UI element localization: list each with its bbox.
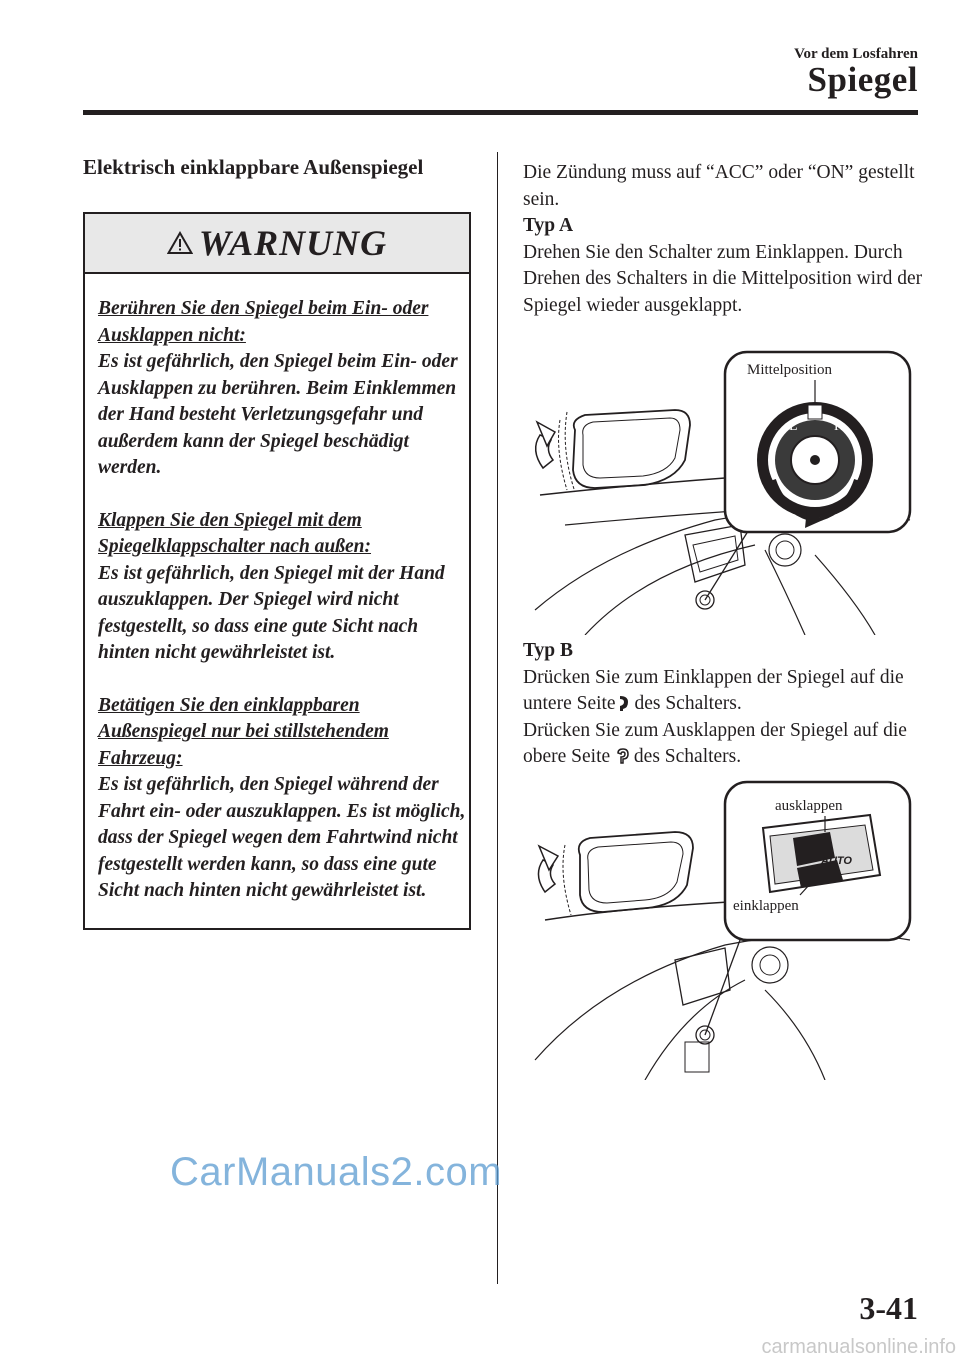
typ-b-text-fold	[523, 665, 923, 718]
figure-label-ausklappen: ausklappen	[775, 798, 843, 814]
typ-a-label: Typ A	[523, 215, 574, 236]
warning-box	[83, 212, 471, 930]
warning-block	[98, 296, 469, 482]
mirror-fold-icon	[616, 694, 630, 712]
figure-typ-b	[525, 780, 915, 1080]
figure-label-einklappen: einklappen	[733, 898, 799, 914]
warning-block	[98, 693, 469, 905]
section-header: Vor dem Losfahren	[794, 46, 918, 62]
switch-auto-label: AUTO	[821, 855, 852, 867]
footer-site-link[interactable]: carmanualsonline.info	[761, 1336, 956, 1358]
column-divider	[497, 152, 498, 1284]
typ-b-text-unfold-end: des Schalters.	[633, 746, 742, 767]
mirror-unfold-icon	[615, 747, 629, 765]
typ-b-label: Typ B	[523, 640, 574, 661]
figure-label-mittelposition: Mittelposition	[747, 362, 833, 378]
warning-text: Es ist gefährlich, den Spiegel mit der Hand auszuklappen. Der Spiegel wird nicht festgestellt, so dass eine gute Sicht nach hinten nicht gewährleistet ist.	[98, 562, 445, 663]
typ-b-section	[523, 638, 923, 771]
warning-triangle-icon	[167, 231, 193, 255]
right-column	[523, 160, 923, 319]
typ-b-text-fold-start: Drücken Sie zum Einklappen der Spiegel auf die untere Seite	[523, 666, 904, 714]
knob-label-l: L	[789, 419, 798, 434]
page-title: Spiegel	[807, 60, 918, 99]
typ-b-text-unfold	[523, 718, 923, 771]
typ-b-text-fold-end: des Schalters.	[634, 693, 742, 714]
warning-subtitle: Berühren Sie den Spiegel beim Ein- oder Ausklappen nicht:	[98, 298, 429, 346]
figure-typ-a	[525, 350, 915, 635]
warning-subtitle: Klappen Sie den Spiegel mit dem Spiegelklappschalter nach außen:	[98, 509, 372, 557]
ignition-note: Die Zündung muss auf “ACC” oder “ON” gestellt sein.	[523, 162, 915, 210]
warning-text: Es ist gefährlich, den Spiegel während der Fahrt ein- oder auszuklappen. Es ist möglich, dass der Spiegel wegen dem Fahrtwind nicht festgestellt werden kann, so dass eine gute Sicht nach hinten nicht gewährleistet ist.	[98, 774, 466, 901]
watermark: CarManuals2.com	[170, 1150, 503, 1194]
typ-b-text-unfold-start: Drücken Sie zum Ausklappen der Spiegel auf die obere Seite	[523, 719, 907, 767]
warning-header	[85, 214, 469, 274]
warning-block	[98, 508, 469, 667]
page-number: 3-41	[859, 1290, 918, 1326]
section-heading: Elektrisch einklappbare Außenspiegel	[83, 155, 424, 179]
typ-a-text: Drehen Sie den Schalter zum Einklappen. Durch Drehen des Schalters in die Mittelposition wird der Spiegel wieder ausgeklappt.	[523, 241, 923, 316]
header-rule	[83, 110, 918, 115]
warning-title: WARNUNG	[198, 223, 388, 263]
warning-text: Es ist gefährlich, den Spiegel beim Ein- oder Ausklappen zu berühren. Beim Einklemmen der Hand besteht Verletzungsgefahr und außerdem kann der Spiegel beschädigt werden.	[98, 351, 458, 478]
knob-label-r: R	[834, 419, 844, 434]
warning-subtitle: Betätigen Sie den einklappbaren Außenspiegel nur bei stillstehendem Fahrzeug:	[98, 694, 389, 769]
warning-body	[85, 274, 469, 905]
